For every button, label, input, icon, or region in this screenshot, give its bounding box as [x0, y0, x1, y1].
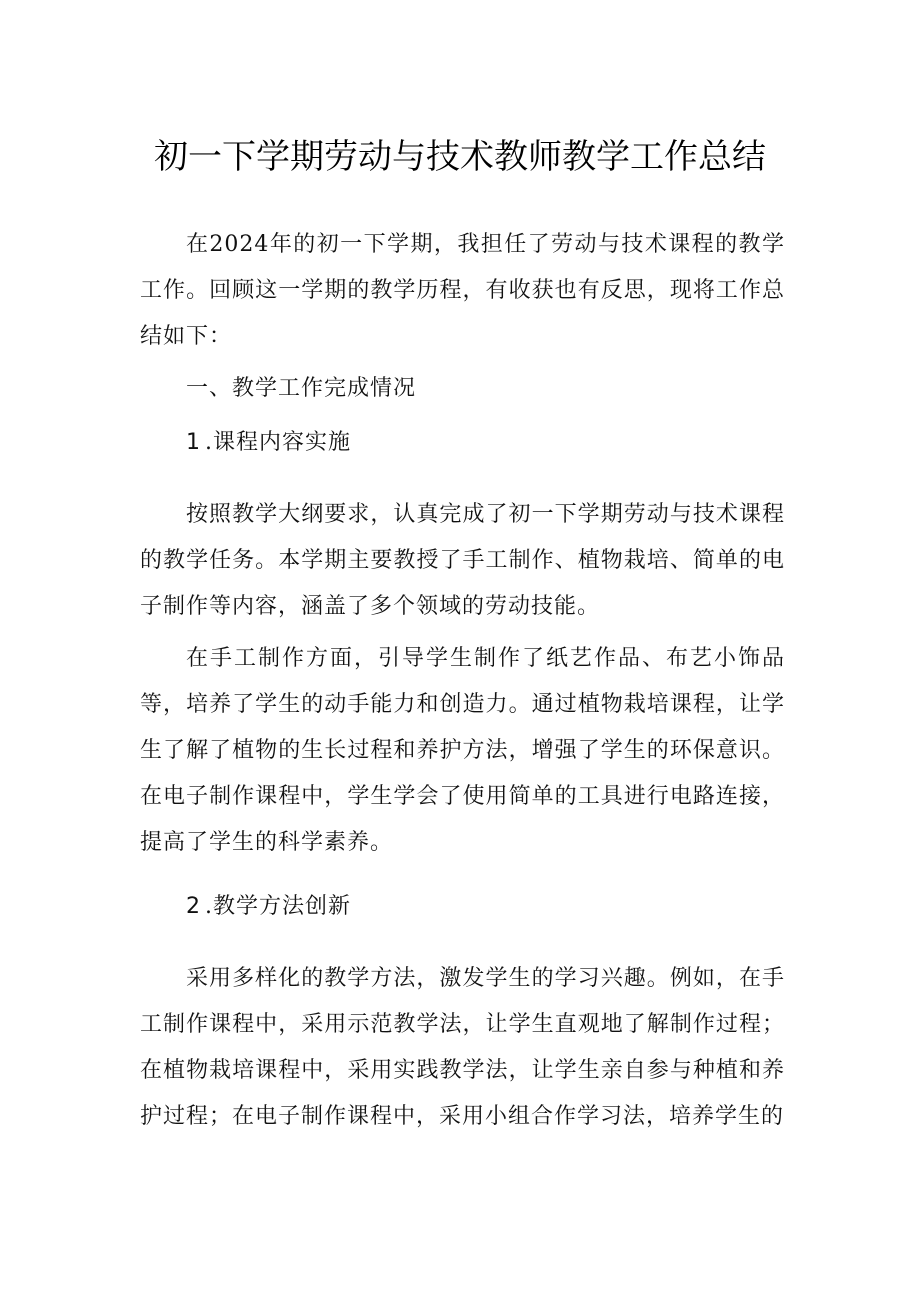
- subheading-2-text: .教学方法创新: [205, 894, 351, 919]
- subheading-1-number: 1: [186, 430, 201, 455]
- subheading-1-text: .课程内容实施: [205, 430, 351, 455]
- section-heading-1: 一、教学工作完成情况: [186, 376, 417, 401]
- paragraph-teaching-methods: 采用多样化的教学方法，激发学生的学习兴趣。例如，在手工制作课程中，采用示范教学法，让学生直观地了解制作过程；在植物栽培课程中，采用实践教学法，让学生亲自参与种植和养护过程；在电子制作课程中，采用小组合作学习法，培养学生的: [140, 966, 785, 1129]
- paragraph-course-content: 按照教学大纲要求，认真完成了初一下学期劳动与技术课程的教学任务。本学期主要教授了手工制作、植物栽培、简单的电子制作等内容，涵盖了多个领域的劳动技能。: [140, 502, 785, 619]
- subheading-1: [186, 420, 351, 466]
- intro-paragraph: 在2024年的初一下学期，我担任了劳动与技术课程的教学工作。回顾这一学期的教学历程，有收获也有反思，现将工作总结如下：: [140, 232, 785, 349]
- paragraph-handcraft: 在手工制作方面，引导学生制作了纸艺作品、布艺小饰品等，培养了学生的动手能力和创造力。通过植物栽培课程，让学生了解了植物的生长过程和养护方法，增强了学生的环保意识。在电子制作课程中，学生学会了使用简单的工具进行电路连接，提高了学生的科学素养。: [140, 646, 785, 855]
- document-title: 初一下学期劳动与技术教师教学工作总结: [154, 137, 766, 177]
- subheading-2-number: 2: [186, 894, 201, 919]
- subheading-2: [186, 884, 351, 930]
